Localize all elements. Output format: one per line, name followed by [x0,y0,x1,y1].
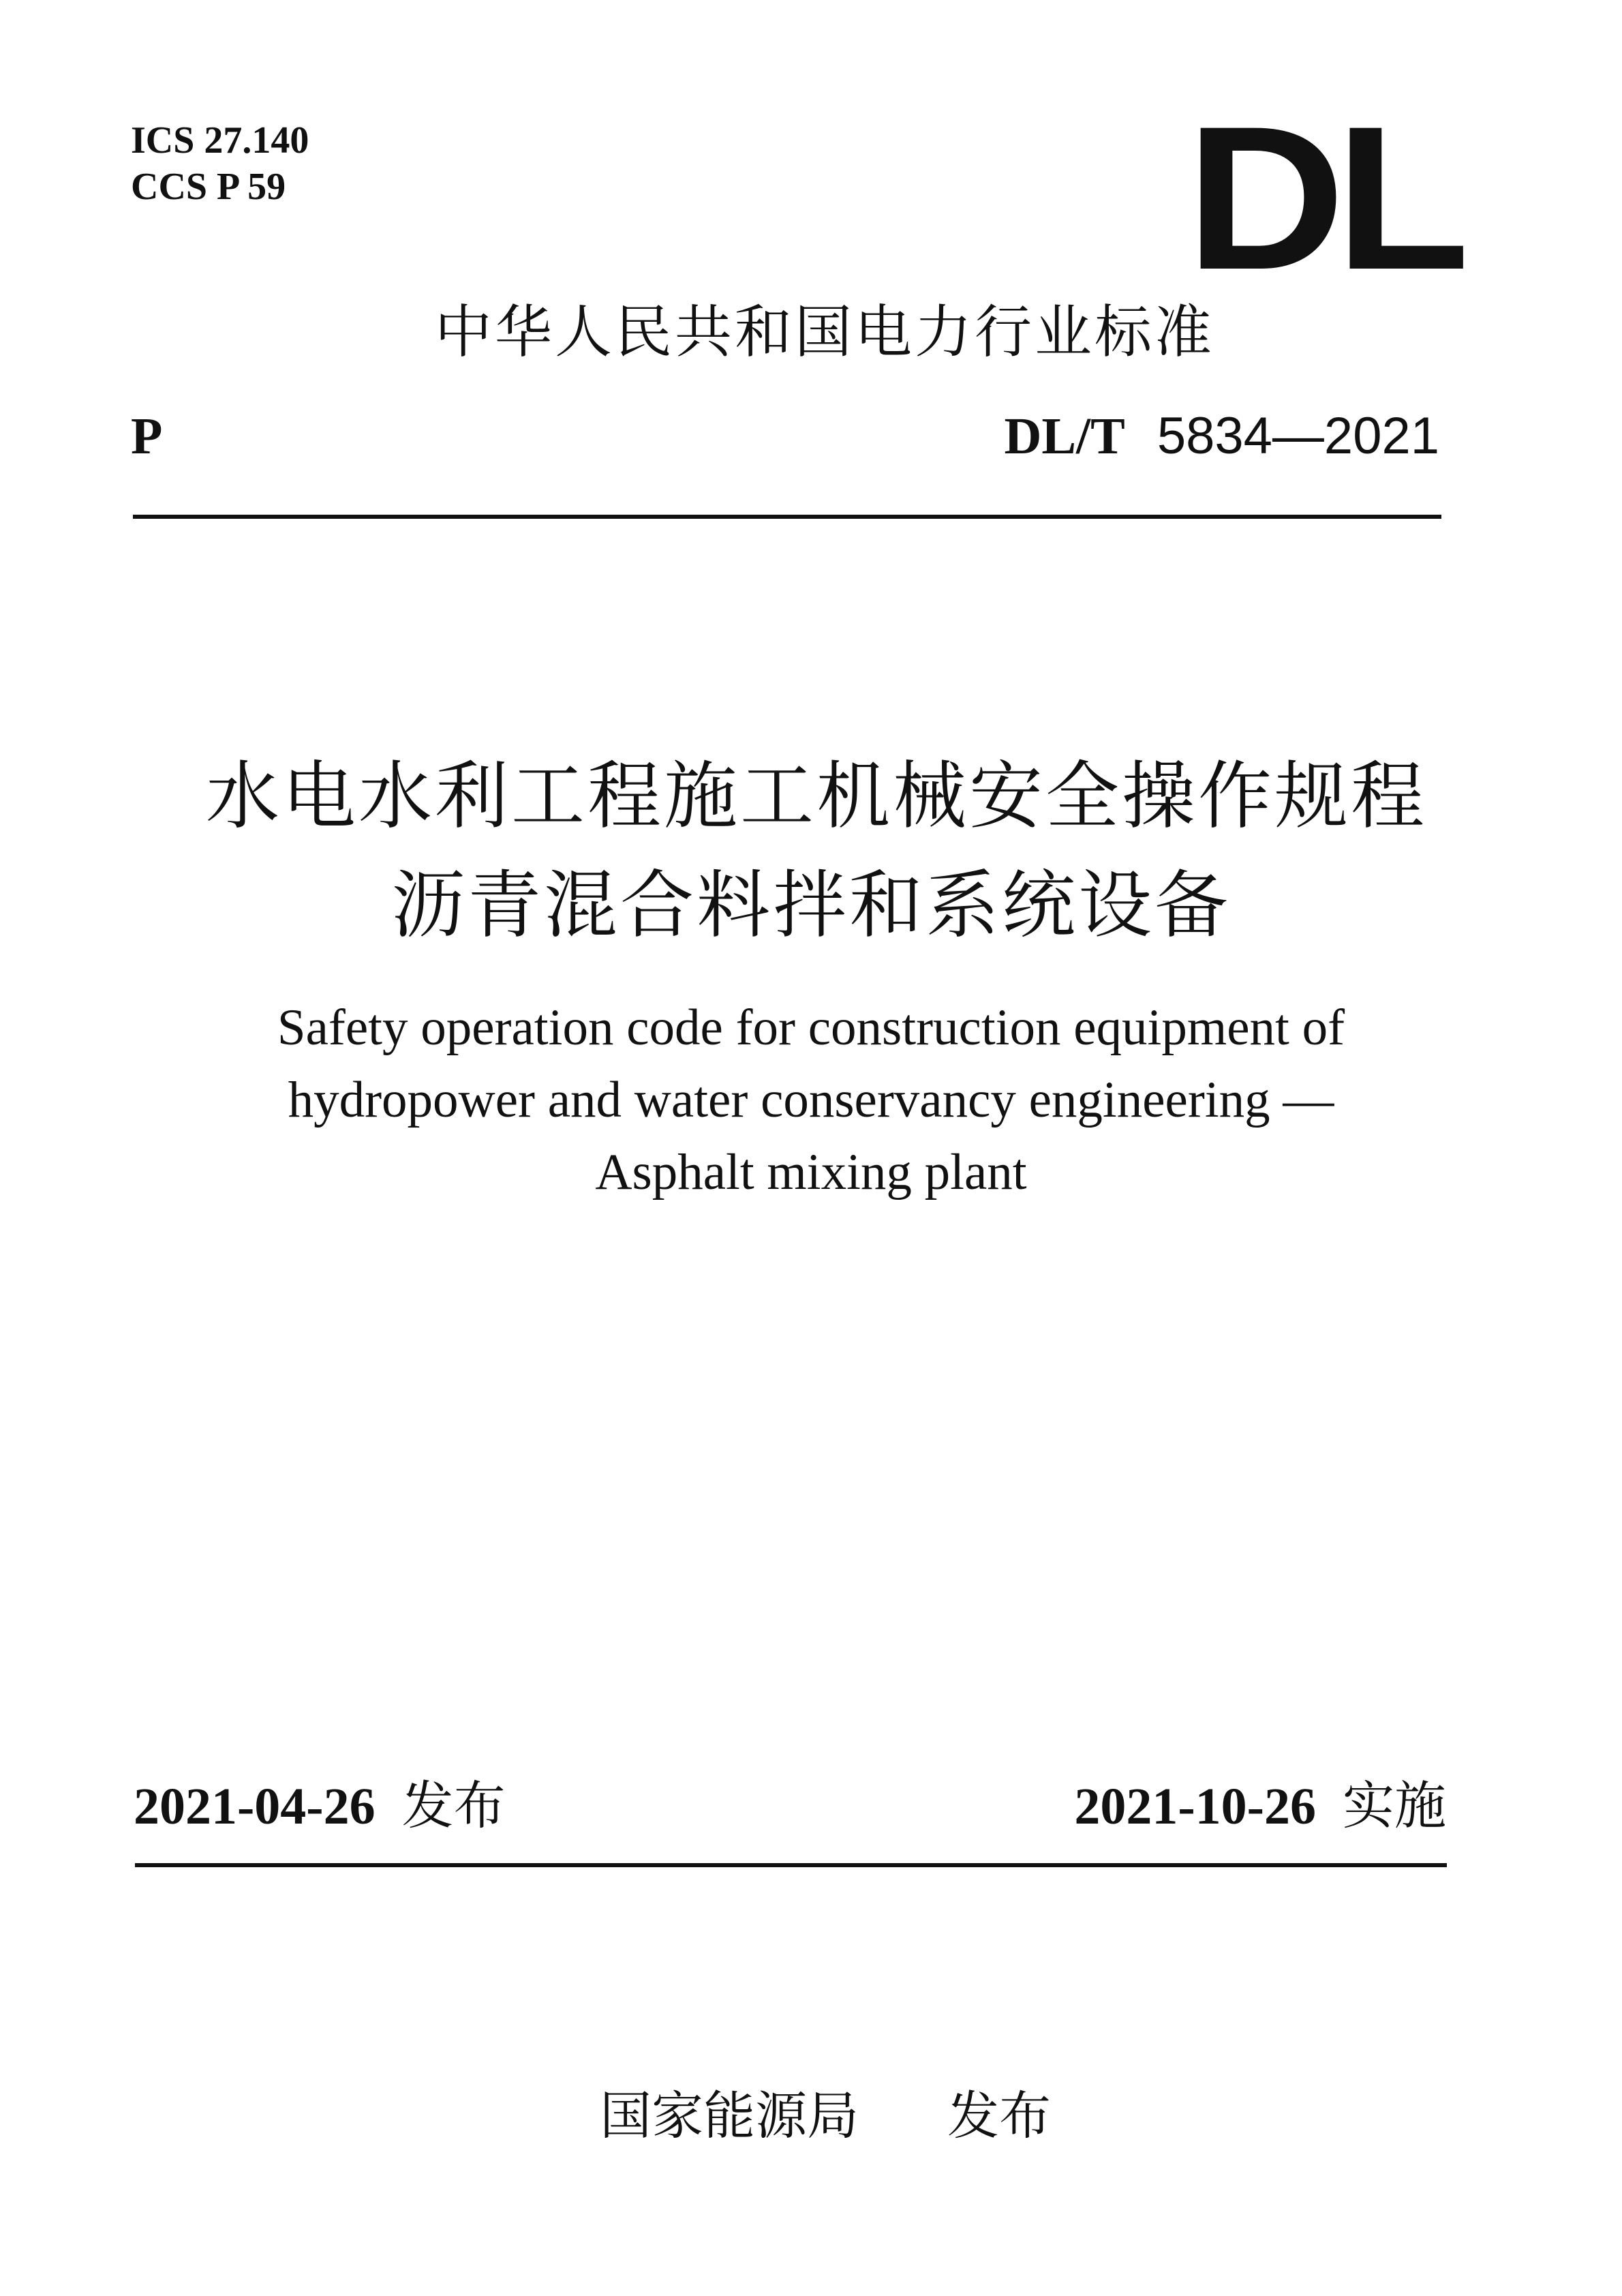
issue-date [134,1772,506,1841]
header-divider [133,515,1441,519]
dl-logo: DL [1186,83,1460,312]
ics-code: ICS 27.140 [131,119,309,162]
classification-codes [131,117,309,210]
english-title-line-2: hydropower and water conservancy engineering — [288,1072,1334,1128]
chinese-title-line-2: 沥青混合料拌和系统设备 [391,866,1231,947]
publish-label: 发布 [947,2087,1052,2145]
english-title-line-3: Asphalt mixing plant [595,1144,1027,1200]
standard-number-value: 5834—2021 [1157,407,1439,465]
standard-number-prefix: DL/T [1004,408,1125,465]
ccs-code: CCS P 59 [131,166,286,208]
implementation-date-value: 2021-10-26 [1074,1778,1316,1835]
implementation-date-label: 实施 [1343,1777,1446,1835]
date-divider [135,1863,1447,1867]
implementation-date [1074,1772,1446,1841]
standard-number [1004,402,1439,470]
publisher-line [0,2014,1622,2151]
category-code: P [131,408,163,465]
industry-standard-heading: 中华人民共和国电力行业标准 [434,300,1214,364]
issue-date-label: 发布 [401,1777,506,1835]
publisher-name: 国家能源局 [600,2087,859,2145]
chinese-title-line-1: 水电水利工程施工机械安全操作规程 [205,757,1427,838]
issue-date-value: 2021-04-26 [134,1778,376,1835]
english-title-line-1: Safety operation code for construction equipment of [277,999,1345,1056]
